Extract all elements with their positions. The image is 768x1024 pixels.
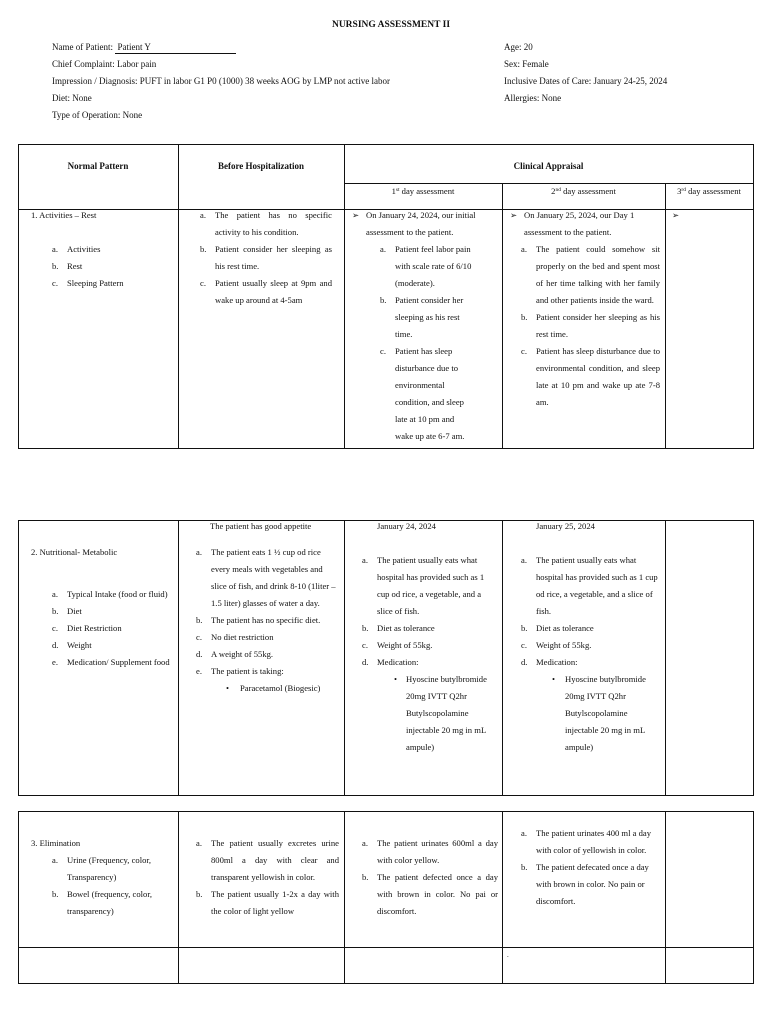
list-marker: b. [52, 261, 59, 271]
elimination-day2-list [521, 825, 661, 910]
list-item: d. A weight of 55kg. [196, 649, 274, 659]
header-day2: 2nd day assessment [551, 186, 616, 196]
elimination-day1-list [362, 835, 498, 920]
list-item: b. Diet as tolerance [521, 623, 594, 633]
header-clinical-appraisal: Clinical Appraisal [513, 161, 584, 171]
document-title: NURSING ASSESSMENT II [331, 20, 451, 30]
list-item: b. Bowel (frequency, color, transparency) [52, 889, 153, 916]
list-item: a. The patient usually eats what hospital has provided such as 1 cup od rice, a vegetable, and a slice of fish. [521, 555, 658, 616]
elimination-normal-list [52, 852, 174, 920]
list-item: a. The patient usually eats what hospital has provided such as 1 cup od rice, a vegetable, and a slice of fish. [362, 555, 485, 616]
list-item: b. The patient defected once a day with brown in color. No pai or discomfort. [362, 872, 498, 916]
list-item: c. Diet Restriction [52, 623, 122, 633]
nutrition-before-list [196, 544, 339, 697]
list-item: c. Weight of 55kg. [362, 640, 433, 650]
list-item: b. Patient consider her sleeping as his rest time. [380, 295, 464, 339]
nutrition-day2-date: January 25, 2024 [536, 521, 595, 531]
list-item: d. Weight [52, 640, 92, 650]
list-item: d. Medication: [521, 657, 578, 667]
nutrition-day1-list [362, 552, 498, 756]
section-title-elimination: 3. Elimination [31, 838, 81, 848]
list-item: a. Patient feel labor pain with scale rate of 6/10 (moderate). [380, 244, 472, 288]
patient-name-label: Name of Patient: [52, 42, 113, 52]
list-item: c. No diet restriction [196, 632, 274, 642]
list-item: ➢ On January 25, 2024, our Day 1 assessment to the patient. [510, 207, 660, 241]
list-item: c. Patient has sleep disturbance due to environmental condition, and sleep late at 10 pm and wake up ate 6-7 am. [380, 346, 465, 441]
elimination-before-list [196, 835, 339, 920]
arrow-bullet-icon: ➢ [510, 210, 518, 220]
activities-day2 [510, 207, 660, 411]
list-item: a. Typical Intake (food or fluid) [52, 589, 168, 599]
arrow-bullet-icon: ➢ [352, 210, 360, 220]
section-title-activities: 1. Activities – Rest [31, 210, 97, 220]
list-item: a. The patient urinates 400 ml a day with color of yellowish in color. [521, 828, 652, 855]
nutrition-normal-list [52, 586, 176, 671]
list-item: c. Weight of 55kg. [521, 640, 592, 650]
stray-mark: . [507, 951, 509, 959]
list-item: a. Urine (Frequency, color, Transparency) [52, 855, 152, 882]
list-item: b. Diet [52, 606, 82, 616]
nutrition-day1-date: January 24, 2024 [377, 521, 436, 531]
list-item: Activities [67, 244, 101, 254]
list-item: a. The patient has no specific activity to his condition. [200, 210, 332, 237]
inclusive-dates: Inclusive Dates of Care: January 24-25, 2024 [504, 76, 668, 86]
chief-complaint: Chief Complaint: Labor pain [52, 59, 157, 69]
list-item: • Hyoscine butylbromide 20mg IVTT Q2hr Butylscopolamine injectable 20 mg in mL ampule) [552, 674, 646, 752]
list-item: a. The patient eats 1 ½ cup od rice every meals with vegetables and slice of fish, and drink 8-10 (1liter – 1.5 liter) glasses of water a day. [196, 547, 336, 608]
allergies: Allergies: None [504, 93, 562, 103]
list-item: d. Medication: [362, 657, 419, 667]
list-item: • Hyoscine butylbromide 20mg IVTT Q2hr Butylscopolamine injectable 20 mg in mL ampule) [394, 674, 487, 752]
list-item: b. Diet as tolerance [362, 623, 435, 633]
header-day3: 3rd day assessment [677, 186, 741, 196]
list-item: a. The patient could somehow sit properly on the bed and spent most of her time talking with her family and other patients inside the ward. [521, 244, 660, 305]
list-item: • Paracetamol (Biogesic) [226, 683, 321, 693]
list-item: b. Patient consider her sleeping as his rest time. [521, 312, 660, 339]
list-item: b. The patient usually 1-2x a day with the color of light yellow [196, 889, 339, 916]
header-normal-pattern: Normal Pattern [67, 161, 129, 171]
list-item: Rest [67, 261, 83, 271]
sex: Sex: Female [504, 59, 549, 69]
patient-name-line [52, 41, 236, 55]
patient-name-value: Patient Y [115, 42, 236, 54]
list-item: e. The patient is taking: [196, 666, 284, 676]
activities-day1 [352, 207, 498, 445]
list-item: a. The patient usually excretes urine 800ml a day with clear and transparent yellowish in color. [196, 838, 339, 882]
nutrition-before-heading: The patient has good appetite [210, 521, 312, 531]
list-item: a. The patient urinates 600ml a day with color yellow. [362, 838, 498, 865]
list-item: b. The patient defecated once a day with brown in color. No pain or discomfort. [521, 862, 649, 906]
diagnosis: Impression / Diagnosis: PUFT in labor G1 P0 (1000) 38 weeks AOG by LMP not active labor [52, 76, 390, 86]
list-item: c. Patient usually sleep at 9pm and wake up around at 4-5am [200, 278, 332, 305]
diet: Diet: None [52, 93, 92, 103]
nutrition-day2-list [521, 552, 661, 756]
list-item: b. The patient has no specific diet. [196, 615, 321, 625]
list-marker: a. [52, 244, 58, 254]
activities-before-list [200, 207, 332, 309]
list-item: b. Patient consider her sleeping as his rest time. [200, 244, 332, 271]
header-before-hospitalization: Before Hospitalization [217, 161, 305, 171]
age: Age: 20 [504, 42, 533, 52]
arrow-bullet-icon: ➢ [672, 210, 680, 220]
list-item: Sleeping Pattern [67, 278, 124, 288]
list-item: c. Patient has sleep disturbance due to environmental condition, and sleep late at 10 pm and wake up ate 7-8 am. [521, 346, 660, 407]
header-day1: 1st day assessment [391, 186, 455, 196]
section-title-nutrition: 2. Nutritional- Metabolic [31, 547, 118, 557]
list-item: e. Medication/ Supplement food [52, 657, 170, 667]
list-marker: c. [52, 278, 58, 288]
type-of-operation: Type of Operation: None [52, 110, 143, 120]
list-item: ➢ On January 24, 2024, our initial assessment to the patient. [352, 207, 498, 241]
